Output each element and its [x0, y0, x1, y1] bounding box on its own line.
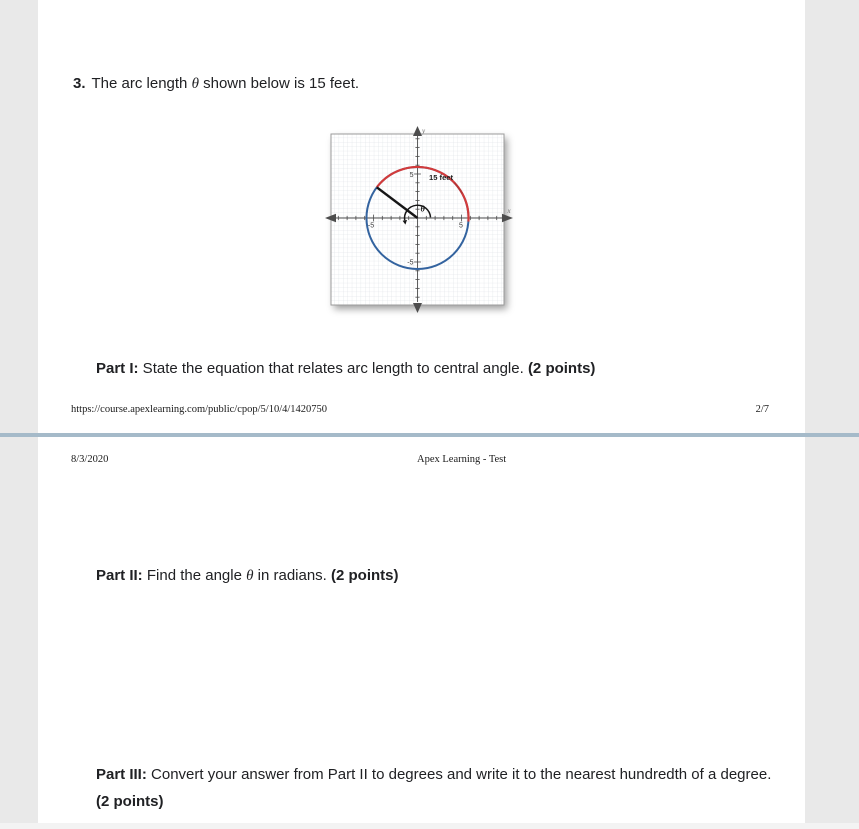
header-date: 8/3/2020 [71, 454, 109, 465]
y-tick-label-neg5: -5 [407, 259, 414, 267]
question-text-post: shown below is 15 feet. [198, 75, 360, 92]
part-2-text-pre: Find the angle [142, 567, 247, 584]
document-page-2 [38, 437, 805, 829]
part-2-label: Part II: [96, 567, 143, 584]
next-page-edge [0, 823, 859, 829]
x-axis-arrow-right-icon [502, 214, 513, 222]
y-tick-label-5: 5 [409, 172, 414, 179]
footer-page-number: 2/7 [755, 404, 769, 415]
part-3-points: (2 points) [96, 793, 164, 810]
x-axis-label: x [507, 207, 511, 215]
part-2-prompt [96, 562, 786, 590]
angle-theta-label: θ [420, 203, 425, 214]
x-tick-label-neg5: -5 [367, 222, 375, 230]
arc-length-label: 15 feet [429, 173, 454, 182]
question-3 [73, 74, 359, 94]
part-2-text-post: in radians. [253, 567, 332, 584]
circle-graph-figure [321, 120, 521, 320]
x-tick-label-5: 5 [459, 222, 463, 230]
part-1-prompt [96, 355, 786, 382]
y-axis-arrow-up-icon [413, 126, 422, 136]
part-1-text: State the equation that relates arc length to central angle. [138, 360, 528, 377]
part-3-text: Convert your answer from Part II to degrees and write it to the nearest hundredth of a degree. [146, 766, 772, 783]
part-3-label: Part III: [96, 766, 147, 783]
question-text-pre: The arc length [91, 75, 192, 92]
document-page-1 [38, 0, 805, 433]
part-1-points: (2 points) [527, 360, 596, 377]
footer-url: https://course.apexlearning.com/public/cpop/5/10/4/1420750 [71, 404, 328, 415]
y-axis-arrow-down-icon [413, 303, 422, 313]
question-number: 3. [73, 75, 86, 92]
part-3-prompt [96, 761, 786, 815]
page-2-header [38, 454, 805, 470]
theta-symbol: θ [191, 76, 199, 92]
part-2-points: (2 points) [331, 567, 399, 584]
page-1-footer [38, 404, 805, 420]
header-document-title: Apex Learning - Test [417, 454, 507, 465]
part-1-label: Part I: [96, 360, 139, 377]
theta-symbol: θ [246, 568, 254, 584]
y-axis-label: y [422, 127, 426, 135]
